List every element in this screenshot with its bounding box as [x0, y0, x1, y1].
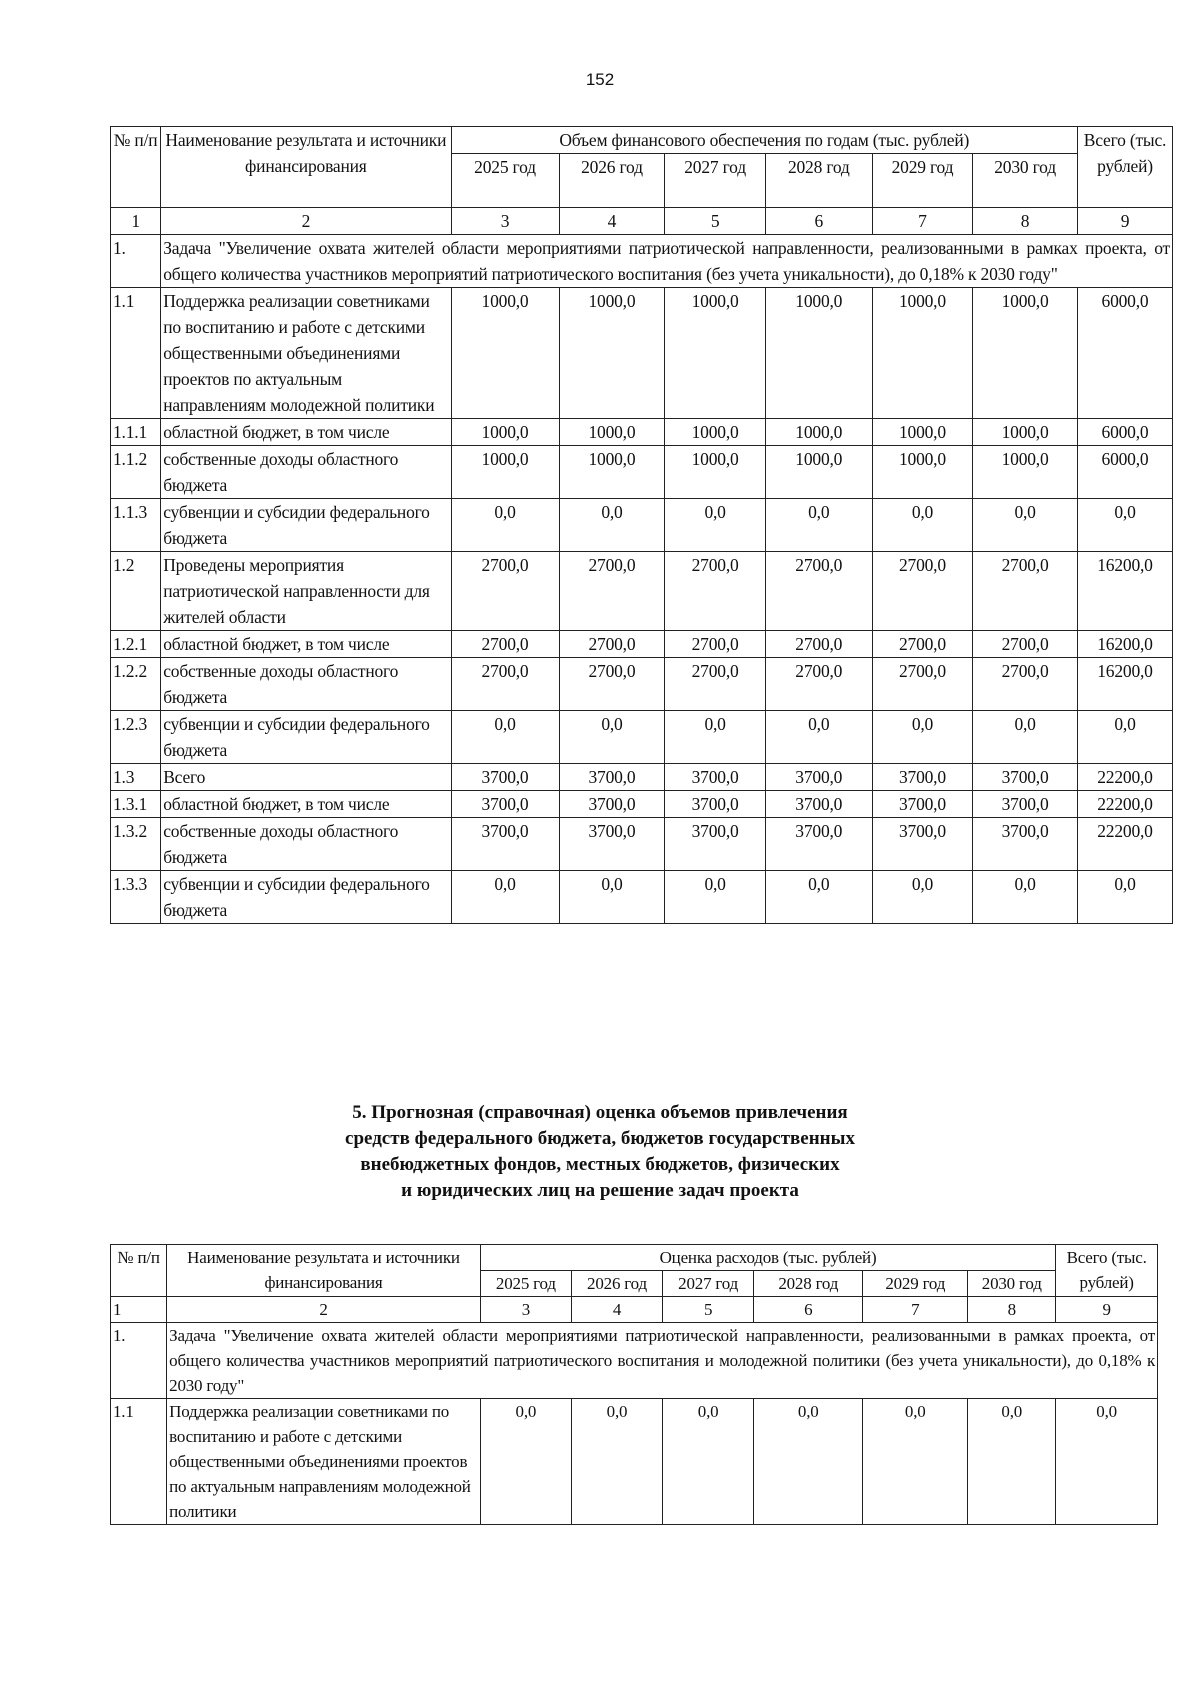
header-name: Наименование результата и источники финансирования	[167, 1245, 481, 1297]
col-number: 6	[765, 208, 872, 235]
row-name: субвенции и субсидии федерального бюджета	[161, 871, 451, 924]
table-row	[111, 419, 1173, 446]
financing-table	[110, 126, 1173, 924]
task-text: Задача "Увеличение охвата жителей области мероприятиями патриотической направленности, реализованными в рамках проекта, от общего количества участников мероприятий патриотического воспитания (без учета уникальности), до 0,18% к 2030 году"	[161, 235, 1173, 288]
header-year: 2027 год	[665, 154, 765, 208]
row-name: Поддержка реализации советниками по воспитанию и работе с детскими общественными объединениями проектов по актуальным направлениям молодежной политики	[167, 1399, 481, 1525]
row-num: 1.2.2	[111, 658, 161, 711]
row-value: 3700,0	[973, 818, 1078, 871]
row-value: 3700,0	[765, 818, 872, 871]
header-name: Наименование результата и источники финансирования	[161, 127, 451, 208]
col-number: 5	[663, 1297, 754, 1323]
row-value: 1000,0	[451, 446, 559, 499]
row-value: 1000,0	[665, 288, 765, 419]
header-year: 2030 год	[973, 154, 1078, 208]
row-value: 0,0	[765, 871, 872, 924]
row-value: 0,0	[663, 1399, 754, 1525]
header-year: 2025 год	[451, 154, 559, 208]
header-num: № п/п	[111, 1245, 167, 1297]
row-value: 2700,0	[665, 631, 765, 658]
row-value: 2700,0	[559, 631, 665, 658]
section-title-line: средств федерального бюджета, бюджетов государственных	[345, 1128, 855, 1149]
row-value: 2700,0	[973, 631, 1078, 658]
row-value: 3700,0	[765, 764, 872, 791]
header-year: 2028 год	[765, 154, 872, 208]
row-value: 3700,0	[665, 818, 765, 871]
header-year: 2025 год	[480, 1271, 571, 1297]
header-year: 2029 год	[872, 154, 972, 208]
table-row	[111, 791, 1173, 818]
row-value: 0,0	[872, 499, 972, 552]
row-value: 1000,0	[872, 419, 972, 446]
row-value: 1000,0	[665, 419, 765, 446]
forecast-table	[110, 1244, 1158, 1525]
row-name: субвенции и субсидии федерального бюджета	[161, 711, 451, 764]
col-number: 2	[167, 1297, 481, 1323]
row-name: областной бюджет, в том числе	[161, 791, 451, 818]
row-total: 0,0	[1078, 871, 1173, 924]
row-value: 3700,0	[451, 791, 559, 818]
col-number: 8	[973, 208, 1078, 235]
row-value: 2700,0	[665, 658, 765, 711]
row-value: 0,0	[559, 871, 665, 924]
col-number: 2	[161, 208, 451, 235]
row-num: 1.3	[111, 764, 161, 791]
row-num: 1.1.1	[111, 419, 161, 446]
row-value: 1000,0	[973, 419, 1078, 446]
row-name: областной бюджет, в том числе	[161, 631, 451, 658]
row-total: 16200,0	[1078, 631, 1173, 658]
row-value: 3700,0	[872, 818, 972, 871]
row-num: 1.3.1	[111, 791, 161, 818]
row-value: 0,0	[973, 871, 1078, 924]
row-value: 2700,0	[765, 552, 872, 631]
table-row	[111, 1399, 1158, 1525]
table-row	[111, 552, 1173, 631]
row-num: 1.2	[111, 552, 161, 631]
row-value: 0,0	[765, 711, 872, 764]
col-number: 8	[968, 1297, 1056, 1323]
col-number: 9	[1078, 208, 1173, 235]
header-year: 2028 год	[754, 1271, 863, 1297]
row-value: 3700,0	[872, 764, 972, 791]
col-number: 7	[863, 1297, 968, 1323]
row-total: 0,0	[1078, 711, 1173, 764]
table-row	[111, 764, 1173, 791]
row-value: 0,0	[571, 1399, 662, 1525]
row-value: 0,0	[872, 711, 972, 764]
row-value: 2700,0	[451, 552, 559, 631]
row-num: 1.1.2	[111, 446, 161, 499]
row-value: 0,0	[451, 711, 559, 764]
row-value: 1000,0	[559, 288, 665, 419]
row-name: субвенции и субсидии федерального бюджета	[161, 499, 451, 552]
header-year: 2027 год	[663, 1271, 754, 1297]
row-value: 2700,0	[451, 658, 559, 711]
col-number: 4	[571, 1297, 662, 1323]
row-value: 0,0	[863, 1399, 968, 1525]
row-value: 1000,0	[973, 288, 1078, 419]
col-number: 1	[111, 208, 161, 235]
row-value: 2700,0	[665, 552, 765, 631]
table-body	[111, 1399, 1158, 1525]
col-number: 9	[1056, 1297, 1158, 1323]
row-num: 1.1.3	[111, 499, 161, 552]
table-row	[111, 499, 1173, 552]
section-title-line: и юридических лиц на решение задач проекта	[401, 1180, 799, 1201]
row-value: 2700,0	[451, 631, 559, 658]
row-name: собственные доходы областного бюджета	[161, 818, 451, 871]
row-num: 1.3.3	[111, 871, 161, 924]
col-number: 7	[872, 208, 972, 235]
row-name: Всего	[161, 764, 451, 791]
row-name: собственные доходы областного бюджета	[161, 446, 451, 499]
row-value: 0,0	[973, 499, 1078, 552]
task-row	[111, 235, 1173, 288]
row-total: 22200,0	[1078, 791, 1173, 818]
task-num: 1.	[111, 235, 161, 288]
row-value: 1000,0	[973, 446, 1078, 499]
col-number: 5	[665, 208, 765, 235]
col-number: 3	[451, 208, 559, 235]
col-number: 1	[111, 1297, 167, 1323]
row-num: 1.3.2	[111, 818, 161, 871]
row-name: собственные доходы областного бюджета	[161, 658, 451, 711]
row-value: 1000,0	[665, 446, 765, 499]
row-value: 1000,0	[765, 288, 872, 419]
row-num: 1.2.1	[111, 631, 161, 658]
header-year: 2026 год	[559, 154, 665, 208]
row-total: 16200,0	[1078, 552, 1173, 631]
table-row	[111, 658, 1173, 711]
row-value: 2700,0	[872, 631, 972, 658]
row-value: 1000,0	[451, 419, 559, 446]
header-year: 2030 год	[968, 1271, 1056, 1297]
row-value: 0,0	[480, 1399, 571, 1525]
table-row	[111, 288, 1173, 419]
row-value: 3700,0	[665, 791, 765, 818]
column-numbers-row	[111, 208, 1173, 235]
row-value: 3700,0	[765, 791, 872, 818]
row-total: 0,0	[1078, 499, 1173, 552]
row-value: 1000,0	[872, 446, 972, 499]
row-value: 3700,0	[872, 791, 972, 818]
row-value: 0,0	[968, 1399, 1056, 1525]
task-num: 1.	[111, 1323, 167, 1399]
row-value: 0,0	[665, 499, 765, 552]
row-value: 3700,0	[973, 791, 1078, 818]
row-value: 2700,0	[559, 552, 665, 631]
row-value: 2700,0	[765, 631, 872, 658]
table-row	[111, 446, 1173, 499]
col-number: 3	[480, 1297, 571, 1323]
header-total: Всего (тыс. рублей)	[1078, 127, 1173, 208]
row-total: 22200,0	[1078, 818, 1173, 871]
row-value: 0,0	[665, 711, 765, 764]
row-value: 1000,0	[559, 446, 665, 499]
row-total: 6000,0	[1078, 446, 1173, 499]
row-value: 0,0	[451, 871, 559, 924]
col-number: 4	[559, 208, 665, 235]
header-num: № п/п	[111, 127, 161, 208]
section-title-line: 5. Прогнозная (справочная) оценка объемов привлечения	[352, 1102, 848, 1123]
row-num: 1.1	[111, 1399, 167, 1525]
row-value: 3700,0	[559, 818, 665, 871]
row-value: 3700,0	[665, 764, 765, 791]
row-value: 3700,0	[451, 764, 559, 791]
table-row	[111, 711, 1173, 764]
task-row	[111, 1323, 1158, 1399]
row-value: 2700,0	[973, 658, 1078, 711]
task-text: Задача "Увеличение охвата жителей области мероприятиями патриотической направленности, реализованными в рамках проекта, от общего количества участников мероприятий патриотического воспитания и молодежной политики (без учета уникальности), до 0,18% к 2030 году"	[167, 1323, 1158, 1399]
row-value: 0,0	[973, 711, 1078, 764]
table-row	[111, 871, 1173, 924]
row-value: 0,0	[754, 1399, 863, 1525]
row-value: 2700,0	[973, 552, 1078, 631]
row-value: 1000,0	[451, 288, 559, 419]
header-total: Всего (тыс. рублей)	[1056, 1245, 1158, 1297]
row-name: Поддержка реализации советниками по воспитанию и работе с детскими общественными объединениями проектов по актуальным направлениям молодежной политики	[161, 288, 451, 419]
row-total: 0,0	[1056, 1399, 1158, 1525]
row-value: 2700,0	[559, 658, 665, 711]
row-value: 2700,0	[872, 552, 972, 631]
row-value: 0,0	[451, 499, 559, 552]
table-row	[111, 818, 1173, 871]
row-value: 1000,0	[765, 419, 872, 446]
row-num: 1.2.3	[111, 711, 161, 764]
row-value: 3700,0	[559, 791, 665, 818]
header-year: 2029 год	[863, 1271, 968, 1297]
row-name: областной бюджет, в том числе	[161, 419, 451, 446]
section-title-line: внебюджетных фондов, местных бюджетов, физических	[360, 1154, 840, 1175]
row-value: 1000,0	[559, 419, 665, 446]
column-numbers-row	[111, 1297, 1158, 1323]
table-body	[111, 288, 1173, 924]
row-total: 22200,0	[1078, 764, 1173, 791]
header-year: 2026 год	[571, 1271, 662, 1297]
table-row	[111, 631, 1173, 658]
row-value: 0,0	[765, 499, 872, 552]
row-value: 0,0	[559, 499, 665, 552]
row-value: 3700,0	[973, 764, 1078, 791]
row-total: 16200,0	[1078, 658, 1173, 711]
header-group: Оценка расходов (тыс. рублей)	[480, 1245, 1055, 1271]
page-number: 152	[585, 70, 615, 89]
row-value: 0,0	[665, 871, 765, 924]
row-value: 3700,0	[559, 764, 665, 791]
row-name: Проведены мероприятия патриотической направленности для жителей области	[161, 552, 451, 631]
row-value: 3700,0	[451, 818, 559, 871]
col-number: 6	[754, 1297, 863, 1323]
header-group: Объем финансового обеспечения по годам (тыс. рублей)	[451, 127, 1078, 154]
row-value: 1000,0	[872, 288, 972, 419]
row-value: 0,0	[872, 871, 972, 924]
row-total: 6000,0	[1078, 288, 1173, 419]
row-total: 6000,0	[1078, 419, 1173, 446]
row-value: 2700,0	[765, 658, 872, 711]
row-value: 1000,0	[765, 446, 872, 499]
row-value: 0,0	[559, 711, 665, 764]
row-num: 1.1	[111, 288, 161, 419]
row-value: 2700,0	[872, 658, 972, 711]
section-title	[0, 1100, 1200, 1204]
